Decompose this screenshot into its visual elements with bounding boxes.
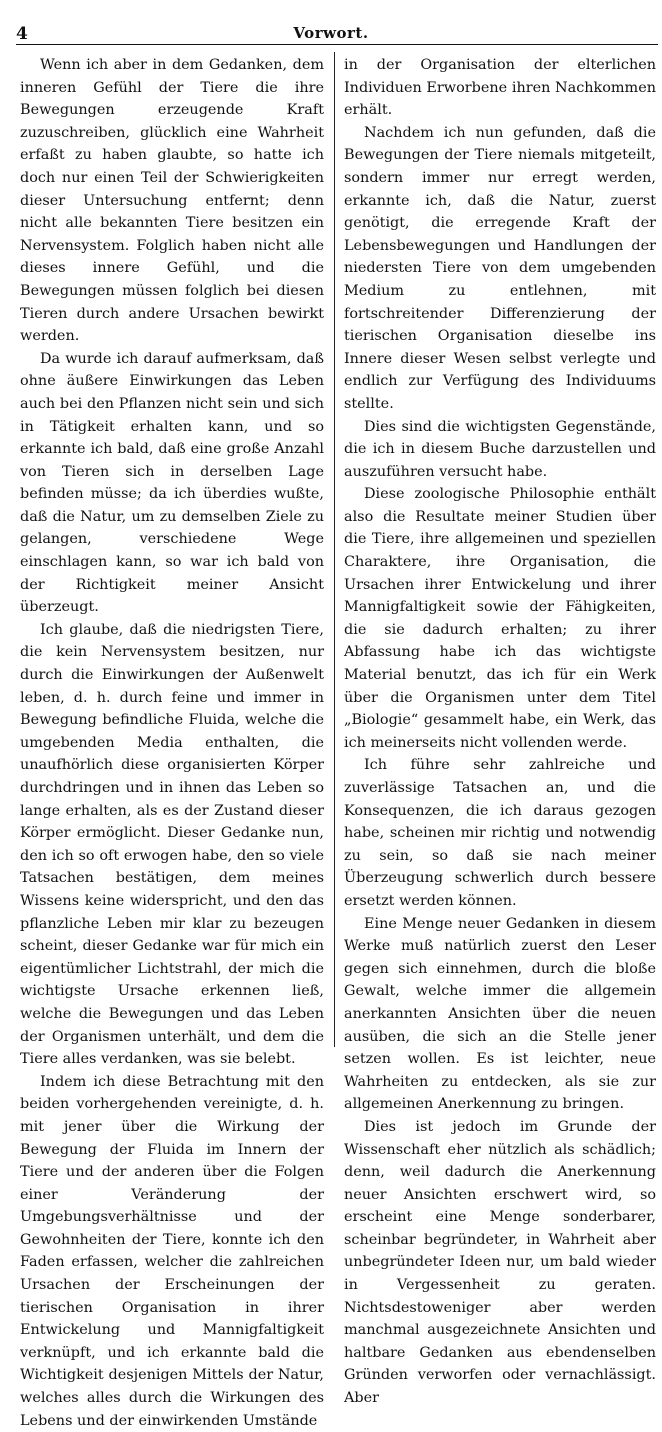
paragraph: Diese zoologische Philosophie enthält also die Resultate meiner Studien über die Tiere, ihre allgemeinen und speziellen Charaktere, ihre Organisation, die Ursachen ihrer Entwickelung und ihrer Mannigfaltigkeit sowie der Fähigkeiten, die sie dadurch erhalten; zu ihrer Abfassung habe ich das wichtigste Material benutzt, das ich für ein Werk über die Organismen unter dem Titel „Biologie“ gesammelt habe, ein Werk, das ich meinerseits nicht vollenden werde. xyxy=(344,486,656,751)
column-divider xyxy=(334,52,335,1047)
paragraph: Dies ist jedoch im Grunde der Wissenschaft eher nützlich als schädlich; denn, weil dadurch die Anerkennung neuer Ansichten erschwert wird, so erscheint eine Menge sonderbarer, scheinbar begründeter, in Wahrheit aber unbegründeter Ideen nur, um bald wieder in Vergessenheit zu geraten. Nichtsdestoweniger aber werden manchmal ausgezeichnete Ansichten und haltbare Gedanken aus ebendenselben Gründen verworfen oder vernachlässigt. Aber xyxy=(344,1118,656,1407)
paragraph: Wenn ich aber in dem Gedanken, dem inneren Gefühl der Tiere die ihre Bewegungen erzeugende Kraft zuzuschreiben, glücklich eine Wahrheit erfaßt zu haben glaubte, so hatte ich doch nur einen Teil der Schwierigkeiten dieser Untersuchung entfernt; denn nicht alle bekannten Tiere besitzen ein Nervensystem. Folglich haben nicht alle dieses innere Gefühl, und die Bewegungen müssen folglich bei diesen Tieren durch andere Ursachen bewirkt werden. xyxy=(20,57,324,345)
paragraph: Eine Menge neuer Gedanken in diesem Werke muß natürlich zuerst den Leser gegen sich einnehmen, durch die bloße Gewalt, welche immer die allgemein anerkannten Ansichten über die neuen ausüben, die sich an die Stelle jener setzen wollen. Es ist leichter, neue Wahrheiten zu entdecken, als sie zur allgemeinen Anerkennung zu bringen. xyxy=(344,915,656,1113)
paragraph: Indem ich diese Betrachtung mit den beiden vorhergehenden vereinigte, d. h. mit jener über die Wirkung der Bewegung der Fluida im Innern der Tiere und der anderen über die Folgen einer Veränderung der Umgebungsverhältnisse und der Gewohnheiten der Tiere, konnte ich den Faden erfassen, welcher die zahlreichen Ursachen der Erscheinungen der tierischen Organisation in ihrer Entwickelung und Mannigfaltigkeit verknüpft, und ich erkannte bald die Wichtigkeit desjenigen Mittels der Natur, welches alles durch die Wirkungen des Lebens und der einwirkenden Umstände xyxy=(20,1073,324,1429)
paragraph: Ich führe sehr zahlreiche und zuverlässige Tatsachen an, und die Konsequenzen, die ich daraus gezogen habe, scheinen mir richtig und notwendig zu sein, so daß sie nach meiner Überzeugung schwerlich durch bessere ersetzt werden können. xyxy=(344,757,656,909)
right-column xyxy=(344,54,656,1407)
paragraph: Nachdem ich nun gefunden, daß die Bewegungen der Tiere niemals mitgeteilt, sondern immer nur erregt werden, erkannte ich, daß die Natur, zuerst genötigt, die erregende Kraft der Lebensbewegungen und Handlungen der niedersten Tiere von dem umgebenden Medium zu entlehnen, mit fortschreitender Differenzierung der tierischen Organisation dieselbe ins Innere dieser Wesen selbst verlegte und endlich zur Verfügung des Individuums stellte. xyxy=(344,124,656,412)
paragraph: Dies sind die wichtigsten Gegenstände, die ich in diesem Buche darzustellen und auszuführen versucht habe. xyxy=(344,418,656,480)
paragraph: Ich glaube, daß die niedrigsten Tiere, die kein Nervensystem besitzen, nur durch die Einwirkungen der Außenwelt leben, d. h. durch feine und immer in Bewegung befindliche Fluida, welche die umgebenden Media enthalten, die unaufhörlich diese organisierten Körper durchdringen und in ihnen das Leben so lange erhalten, als es der Zustand dieser Körper ermöglicht. Dieser Gedanke nun, den ich so oft erwogen habe, den so viele Tatsachen bestätigen, dem meines Wissens keine widerspricht, und den das pflanzliche Leben mir klar zu bezeugen scheint, dieser Gedanke war für mich ein eigentümlicher Lichtstrahl, der mich die wichtigste Ursache erkennen ließ, welche die Bewegungen und das Leben der Organismen unterhält, und dem die Tiere alles verdanken, was sie belebt. xyxy=(20,621,324,1068)
running-title: Vorwort. xyxy=(293,24,369,42)
page-header xyxy=(0,0,662,44)
left-column xyxy=(20,54,324,1429)
page-number: 4 xyxy=(16,24,28,44)
paragraph: Da wurde ich darauf aufmerksam, daß ohne äußere Einwirkungen das Leben auch bei den Pflanzen nicht sein und sich in Tätigkeit erhalten kann, und so erkannte ich bald, daß eine große Anzahl von Tieren sich in derselben Lage befinden müsse; da ich überdies wußte, daß die Natur, um zu demselben Ziele zu gelangen, verschiedene Wege einschlagen kann, so war ich bald von der Richtigkeit meiner Ansicht überzeugt. xyxy=(20,350,324,616)
paragraph-continuation: in der Organisation der elterlichen Individuen Erworbene ihren Nachkommen erhält. xyxy=(344,57,656,119)
header-rule xyxy=(16,44,658,45)
